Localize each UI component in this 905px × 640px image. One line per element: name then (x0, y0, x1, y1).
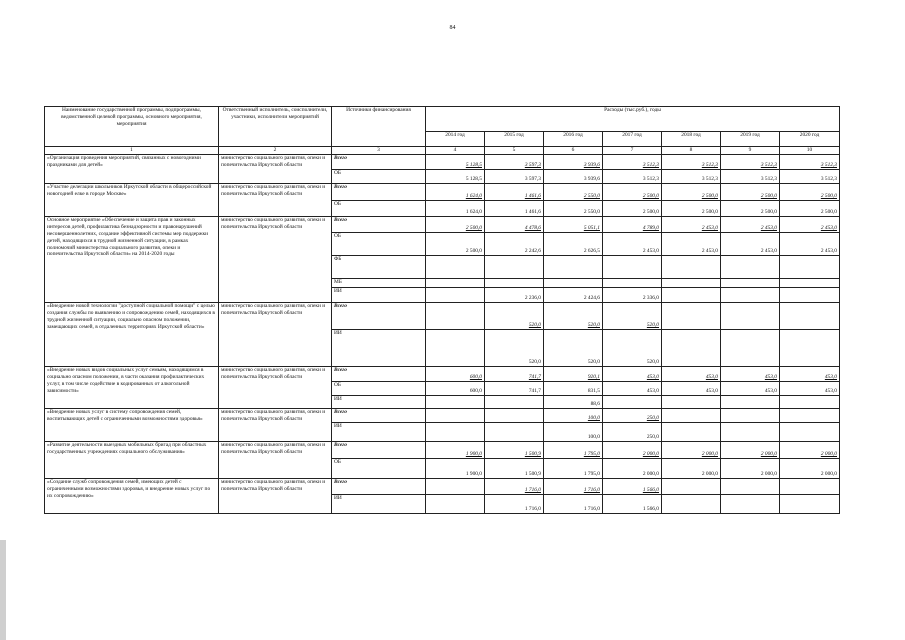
amount-cell (426, 395, 485, 408)
amount-cell (426, 278, 485, 287)
table-row (45, 366, 840, 381)
amount-cell: 600,0 (426, 366, 485, 381)
amount-cell: 5 128,5 (426, 154, 485, 169)
amount-cell (485, 422, 544, 441)
amount-cell: 453,0 (662, 366, 721, 381)
amount-cell: 250,0 (603, 422, 662, 441)
header-year: 2018 год (662, 132, 721, 147)
amount-cell (721, 494, 780, 513)
amount-cell: 1 566,0 (603, 494, 662, 513)
funding-source: Всего (332, 302, 426, 329)
amount-cell (662, 478, 721, 494)
amount-cell (780, 494, 840, 513)
amount-cell (662, 287, 721, 302)
executor: министерство социального развития, опеки и попечительства Иркутской области (219, 154, 332, 183)
amount-cell: 2 500,0 (426, 216, 485, 232)
amount-cell: 3 512,3 (721, 169, 780, 183)
amount-cell (426, 422, 485, 441)
amount-cell: 1 900,0 (426, 458, 485, 478)
amount-cell (426, 478, 485, 494)
amount-cell: 2 453,0 (780, 216, 840, 232)
amount-cell: 2 500,0 (426, 232, 485, 255)
header-executor: Ответственный исполнитель, соисполнители, участники, исполнители мероприятий (219, 107, 332, 147)
header-year: 2016 год (544, 132, 603, 147)
amount-cell: 453,0 (721, 381, 780, 395)
funding-source: ИИ (332, 395, 426, 408)
table-row (45, 302, 840, 329)
amount-cell: 1 716,0 (485, 494, 544, 513)
amount-cell: 920,1 (544, 366, 603, 381)
amount-cell: 520,0 (603, 302, 662, 329)
amount-cell: 520,0 (544, 302, 603, 329)
executor: министерство социального развития, опеки и попечительства Иркутской области (219, 478, 332, 513)
amount-cell (780, 287, 840, 302)
amount-cell: 453,0 (780, 381, 840, 395)
amount-cell (662, 329, 721, 366)
amount-cell: 250,0 (603, 408, 662, 422)
amount-cell: 2 236,0 (485, 287, 544, 302)
amount-cell: 453,0 (603, 381, 662, 395)
executor: министерство социального развития, опеки и попечительства Иркутской области (219, 408, 332, 441)
column-number: 2 (219, 147, 332, 155)
amount-cell (780, 422, 840, 441)
amount-cell: 600,0 (426, 381, 485, 395)
amount-cell (780, 255, 840, 278)
amount-cell (721, 287, 780, 302)
executor: министерство социального развития, опеки и попечительства Иркутской области (219, 183, 332, 216)
column-number: 10 (780, 147, 840, 155)
amount-cell: 2 000,0 (603, 441, 662, 458)
amount-cell (662, 422, 721, 441)
header-year: 2020 год (780, 132, 840, 147)
table-row (45, 408, 840, 422)
amount-cell (426, 408, 485, 422)
amount-cell: 741,7 (485, 366, 544, 381)
amount-cell: 1 716,0 (485, 478, 544, 494)
amount-cell (721, 478, 780, 494)
funding-source: ОБ (332, 458, 426, 478)
funding-source: ФБ (332, 255, 426, 278)
amount-cell: 453,0 (721, 366, 780, 381)
amount-cell: 2 626,5 (544, 232, 603, 255)
amount-cell: 3 597,3 (485, 169, 544, 183)
amount-cell: 88,6 (544, 395, 603, 408)
activity-name: «Организация проведения мероприятий, связанных с новогодними праздниками для детей» (45, 154, 219, 183)
column-number: 5 (485, 147, 544, 155)
header-year: 2015 год (485, 132, 544, 147)
amount-cell: 1 716,0 (544, 478, 603, 494)
amount-cell (485, 255, 544, 278)
column-number: 7 (603, 147, 662, 155)
activity-name: «Внедрение новых видов социальных услуг семьям, находящимся в социально опасном положении, в части оказания профилактических услуг, в том числе содействие в кодированных от алкогольной зависимости» (45, 366, 219, 408)
funding-source: ИИ (332, 494, 426, 513)
amount-cell: 5 051,1 (544, 216, 603, 232)
activity-name: «Внедрение новых услуг в систему сопровождения семей, воспитывающих детей с ограниченными возможностями здоровья» (45, 408, 219, 441)
amount-cell: 2 000,0 (721, 441, 780, 458)
amount-cell: 453,0 (603, 366, 662, 381)
amount-cell: 520,0 (485, 302, 544, 329)
amount-cell (662, 395, 721, 408)
amount-cell: 2 453,0 (780, 232, 840, 255)
amount-cell (662, 408, 721, 422)
amount-cell: 520,0 (485, 329, 544, 366)
amount-cell: 2 000,0 (721, 458, 780, 478)
funding-source: Всего (332, 441, 426, 458)
amount-cell: 2 000,0 (603, 458, 662, 478)
amount-cell: 520,0 (544, 329, 603, 366)
amount-cell (426, 255, 485, 278)
column-number: 3 (332, 147, 426, 155)
amount-cell: 1 716,0 (544, 494, 603, 513)
amount-cell: 3 512,3 (662, 169, 721, 183)
scan-edge-shadow (0, 540, 6, 640)
amount-cell (544, 278, 603, 287)
amount-cell: 520,0 (603, 329, 662, 366)
amount-cell: 1 795,0 (544, 441, 603, 458)
table-row (45, 216, 840, 232)
amount-cell: 4 478,6 (485, 216, 544, 232)
amount-cell (662, 255, 721, 278)
executor: министерство социального развития, опеки и попечительства Иркутской области (219, 366, 332, 408)
amount-cell: 2 500,0 (603, 183, 662, 200)
amount-cell: 3 512,3 (721, 154, 780, 169)
amount-cell: 1 566,0 (603, 478, 662, 494)
table-header (45, 107, 840, 155)
amount-cell: 3 512,3 (780, 169, 840, 183)
funding-source: ИИ (332, 287, 426, 302)
amount-cell: 2 453,0 (721, 232, 780, 255)
amount-cell (426, 302, 485, 329)
funding-source: Всего (332, 478, 426, 494)
activity-name: Основное мероприятие «Обеспечение и защита прав и законных интересов детей, профилактика безнадзорности и правонарушений несовершеннолетних, создание эффективной системы мер поддержки детей, находящихся в трудной жизненной ситуации, в рамках полномочий министерства социального развития, опеки и попечительства Иркутской области» на 2014-2020 годы (45, 216, 219, 302)
column-number: 4 (426, 147, 485, 155)
amount-cell: 2 336,0 (603, 287, 662, 302)
amount-cell: 2 500,0 (662, 183, 721, 200)
amount-cell: 1 624,0 (426, 200, 485, 216)
amount-cell (426, 329, 485, 366)
amount-cell: 2 500,0 (662, 200, 721, 216)
amount-cell: 453,0 (780, 366, 840, 381)
amount-cell (721, 278, 780, 287)
amount-cell: 3 939,6 (544, 154, 603, 169)
funding-source: МБ (332, 278, 426, 287)
amount-cell (780, 278, 840, 287)
header-year: 2014 год (426, 132, 485, 147)
amount-cell: 2 000,0 (662, 458, 721, 478)
amount-cell: 4 789,0 (603, 216, 662, 232)
amount-cell (544, 255, 603, 278)
column-number: 9 (721, 147, 780, 155)
amount-cell: 2 000,0 (780, 458, 840, 478)
funding-source: ОБ (332, 200, 426, 216)
amount-cell (485, 395, 544, 408)
table-row (45, 154, 840, 169)
header-expenses: Расходы (тыс.руб.), годы (426, 107, 840, 132)
amount-cell (662, 494, 721, 513)
amount-cell (780, 329, 840, 366)
funding-source: ОБ (332, 169, 426, 183)
amount-cell: 2 000,0 (662, 441, 721, 458)
amount-cell: 1 500,9 (485, 458, 544, 478)
amount-cell (662, 302, 721, 329)
funding-source: ИИ (332, 329, 426, 366)
expenses-table (44, 106, 840, 514)
amount-cell (603, 395, 662, 408)
table-row (45, 183, 840, 200)
table-body (45, 154, 840, 513)
amount-cell: 2 500,0 (603, 200, 662, 216)
amount-cell (780, 302, 840, 329)
amount-cell (426, 494, 485, 513)
amount-cell: 100,0 (544, 408, 603, 422)
amount-cell: 2 453,0 (721, 216, 780, 232)
activity-name: «Участие делегации школьников Иркутской области в общероссийской новогодней елке в городе Москве» (45, 183, 219, 216)
amount-cell (721, 408, 780, 422)
amount-cell: 1 624,0 (426, 183, 485, 200)
amount-cell: 2 550,0 (544, 183, 603, 200)
column-number: 1 (45, 147, 219, 155)
table-row (45, 478, 840, 494)
amount-cell (721, 395, 780, 408)
amount-cell: 1 500,9 (485, 441, 544, 458)
amount-cell: 453,0 (662, 381, 721, 395)
activity-name: «Внедрение новой технологии "доступной социальной помощи" с целью создания службы по выявлению и сопровождению семей, находящихся в трудной жизненной ситуации, социально опасном положении, замещающих семей, в отдаленных территориях Иркутской области» (45, 302, 219, 366)
amount-cell (662, 278, 721, 287)
column-number: 6 (544, 147, 603, 155)
funding-source: ИИ (332, 422, 426, 441)
amount-cell: 2 453,0 (662, 232, 721, 255)
amount-cell (721, 422, 780, 441)
amount-cell: 2 500,0 (721, 183, 780, 200)
amount-cell: 3 512,3 (603, 154, 662, 169)
funding-source: ОБ (332, 381, 426, 395)
amount-cell: 2 424,6 (544, 287, 603, 302)
funding-source: Всего (332, 408, 426, 422)
funding-source: ОБ (332, 232, 426, 255)
amount-cell: 2 000,0 (780, 441, 840, 458)
amount-cell (780, 395, 840, 408)
header-source: Источники финансирования (332, 107, 426, 147)
header-year: 2019 год (721, 132, 780, 147)
amount-cell (721, 255, 780, 278)
amount-cell (721, 329, 780, 366)
amount-cell (603, 255, 662, 278)
amount-cell: 2 500,0 (780, 200, 840, 216)
amount-cell: 2 550,0 (544, 200, 603, 216)
executor: министерство социального развития, опеки и попечительства Иркутской области (219, 441, 332, 478)
amount-cell: 741,7 (485, 381, 544, 395)
amount-cell: 1 795,0 (544, 458, 603, 478)
funding-source: Всего (332, 216, 426, 232)
amount-cell: 2 242,6 (485, 232, 544, 255)
executor: министерство социального развития, опеки и попечительства Иркутской области (219, 216, 332, 302)
activity-name: «Развитие деятельности выездных мобильных бригад при областных государственных учреждениях социального обслуживания» (45, 441, 219, 478)
table-row (45, 441, 840, 458)
header-year: 2017 год (603, 132, 662, 147)
amount-cell (603, 278, 662, 287)
amount-cell: 2 453,0 (603, 232, 662, 255)
activity-name: «Создание служб сопровождения семей, имеющих детей с ограниченными возможностями здоровья, и внедрение новых услуг по их сопровождению» (45, 478, 219, 513)
amount-cell: 1 900,0 (426, 441, 485, 458)
amount-cell (721, 302, 780, 329)
amount-cell (485, 278, 544, 287)
amount-cell: 2 500,0 (780, 183, 840, 200)
amount-cell: 3 939,6 (544, 169, 603, 183)
amount-cell: 3 512,3 (603, 169, 662, 183)
amount-cell: 3 597,3 (485, 154, 544, 169)
amount-cell (780, 408, 840, 422)
amount-cell: 831,5 (544, 381, 603, 395)
amount-cell: 3 512,3 (662, 154, 721, 169)
amount-cell: 1 461,6 (485, 183, 544, 200)
header-name: Наименование государственной программы, подпрограммы, ведомственной целевой программы, основного мероприятия, мероприятия (45, 107, 219, 147)
funding-source: Всего (332, 183, 426, 200)
amount-cell (780, 478, 840, 494)
column-number: 8 (662, 147, 721, 155)
amount-cell (426, 287, 485, 302)
amount-cell: 1 461,6 (485, 200, 544, 216)
amount-cell: 2 453,0 (662, 216, 721, 232)
executor: министерство социального развития, опеки и попечительства Иркутской области (219, 302, 332, 366)
funding-source: Всего (332, 154, 426, 169)
funding-source: Всего (332, 366, 426, 381)
amount-cell: 2 500,0 (721, 200, 780, 216)
amount-cell (485, 408, 544, 422)
amount-cell: 100,0 (544, 422, 603, 441)
amount-cell: 5 128,5 (426, 169, 485, 183)
page-number: 84 (449, 25, 456, 31)
amount-cell: 3 512,3 (780, 154, 840, 169)
